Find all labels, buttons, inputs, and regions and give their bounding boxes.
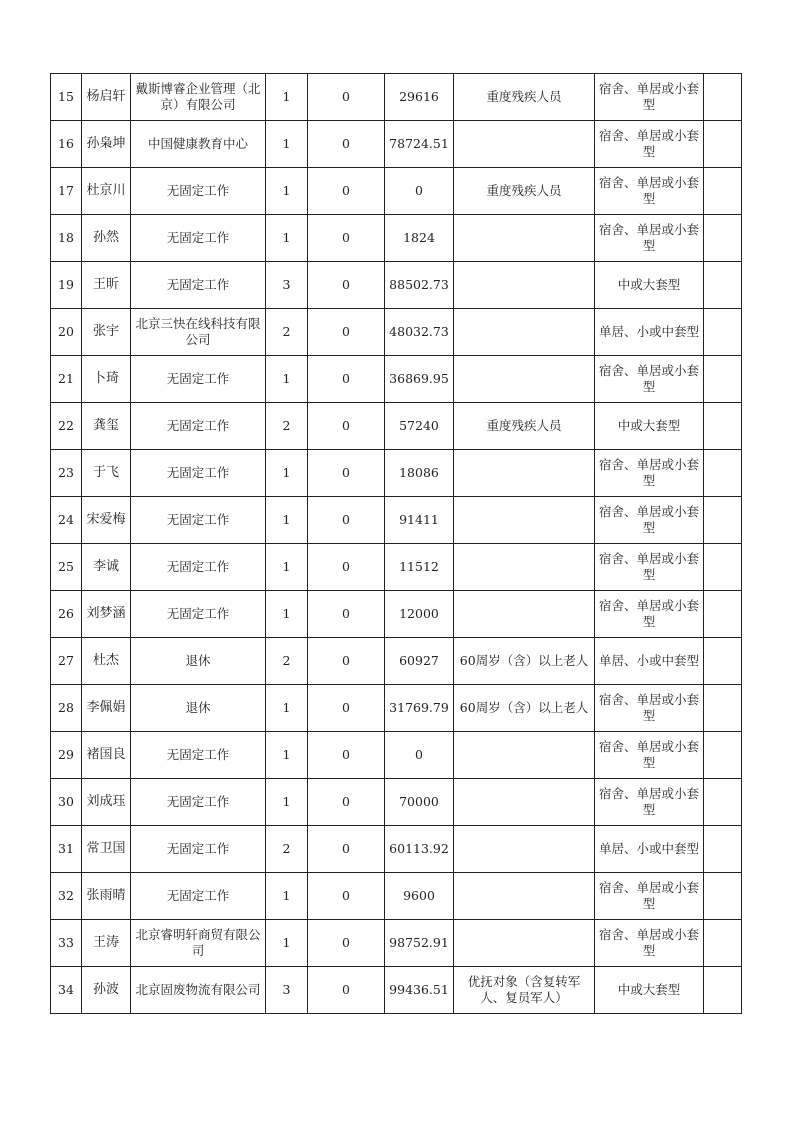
extra-cell-cell <box>704 544 742 591</box>
income-cell: 0 <box>385 168 454 215</box>
housing-type-cell: 宿舍、单居或小套型 <box>595 168 704 215</box>
housing-type-cell: 宿舍、单居或小套型 <box>595 685 704 732</box>
household-members-cell: 1 <box>266 497 308 544</box>
row-number-cell: 26 <box>51 591 82 638</box>
extra-cell-cell <box>704 685 742 732</box>
household-members-cell: 2 <box>266 638 308 685</box>
row-number-cell: 27 <box>51 638 82 685</box>
table-body <box>51 74 742 1014</box>
applicant-name-cell: 龚玺 <box>82 403 131 450</box>
category-cell: 重度残疾人员 <box>454 168 595 215</box>
value-cell-cell: 0 <box>308 544 385 591</box>
income-cell: 48032.73 <box>385 309 454 356</box>
household-members-cell: 1 <box>266 121 308 168</box>
applicant-name-cell: 李诚 <box>82 544 131 591</box>
household-members-cell: 3 <box>266 967 308 1014</box>
housing-type-cell: 宿舍、单居或小套型 <box>595 920 704 967</box>
category-cell <box>454 309 595 356</box>
value-cell-cell: 0 <box>308 732 385 779</box>
household-members-cell: 1 <box>266 168 308 215</box>
household-members-cell: 1 <box>266 920 308 967</box>
category-cell: 60周岁（含）以上老人 <box>454 685 595 732</box>
value-cell-cell: 0 <box>308 685 385 732</box>
employer-cell: 无固定工作 <box>131 873 266 920</box>
value-cell-cell: 0 <box>308 309 385 356</box>
value-cell-cell: 0 <box>308 497 385 544</box>
income-cell: 31769.79 <box>385 685 454 732</box>
category-cell <box>454 779 595 826</box>
applicant-table <box>50 73 742 1014</box>
category-cell <box>454 497 595 544</box>
table-row <box>51 168 742 215</box>
housing-type-cell: 中或大套型 <box>595 262 704 309</box>
value-cell-cell: 0 <box>308 638 385 685</box>
employer-cell: 无固定工作 <box>131 356 266 403</box>
applicant-name-cell: 杨启轩 <box>82 74 131 121</box>
income-cell: 1824 <box>385 215 454 262</box>
applicant-name-cell: 李佩娟 <box>82 685 131 732</box>
employer-cell: 无固定工作 <box>131 262 266 309</box>
income-cell: 98752.91 <box>385 920 454 967</box>
housing-type-cell: 宿舍、单居或小套型 <box>595 544 704 591</box>
table-row <box>51 732 742 779</box>
table-row <box>51 591 742 638</box>
income-cell: 0 <box>385 732 454 779</box>
employer-cell: 无固定工作 <box>131 826 266 873</box>
applicant-name-cell: 王昕 <box>82 262 131 309</box>
income-cell: 60927 <box>385 638 454 685</box>
extra-cell-cell <box>704 215 742 262</box>
employer-cell: 北京固废物流有限公司 <box>131 967 266 1014</box>
extra-cell-cell <box>704 920 742 967</box>
housing-type-cell: 宿舍、单居或小套型 <box>595 497 704 544</box>
table-row <box>51 685 742 732</box>
category-cell <box>454 732 595 779</box>
income-cell: 78724.51 <box>385 121 454 168</box>
category-cell <box>454 920 595 967</box>
category-cell <box>454 873 595 920</box>
row-number-cell: 32 <box>51 873 82 920</box>
applicant-name-cell: 杜杰 <box>82 638 131 685</box>
employer-cell: 无固定工作 <box>131 497 266 544</box>
housing-type-cell: 宿舍、单居或小套型 <box>595 356 704 403</box>
table-row <box>51 74 742 121</box>
employer-cell: 无固定工作 <box>131 215 266 262</box>
category-cell <box>454 450 595 497</box>
row-number-cell: 28 <box>51 685 82 732</box>
housing-type-cell: 宿舍、单居或小套型 <box>595 215 704 262</box>
value-cell-cell: 0 <box>308 74 385 121</box>
applicant-name-cell: 杜京川 <box>82 168 131 215</box>
housing-type-cell: 宿舍、单居或小套型 <box>595 873 704 920</box>
extra-cell-cell <box>704 732 742 779</box>
row-number-cell: 16 <box>51 121 82 168</box>
household-members-cell: 2 <box>266 309 308 356</box>
value-cell-cell: 0 <box>308 215 385 262</box>
value-cell-cell: 0 <box>308 779 385 826</box>
table-row <box>51 215 742 262</box>
category-cell <box>454 544 595 591</box>
table-row <box>51 967 742 1014</box>
value-cell-cell: 0 <box>308 356 385 403</box>
category-cell: 优抚对象（含复转军人、复员军人） <box>454 967 595 1014</box>
category-cell <box>454 262 595 309</box>
housing-type-cell: 宿舍、单居或小套型 <box>595 74 704 121</box>
applicant-name-cell: 张雨晴 <box>82 873 131 920</box>
household-members-cell: 2 <box>266 403 308 450</box>
applicant-name-cell: 孙枭坤 <box>82 121 131 168</box>
row-number-cell: 15 <box>51 74 82 121</box>
applicant-name-cell: 刘成珏 <box>82 779 131 826</box>
row-number-cell: 19 <box>51 262 82 309</box>
household-members-cell: 2 <box>266 826 308 873</box>
household-members-cell: 3 <box>266 262 308 309</box>
employer-cell: 无固定工作 <box>131 403 266 450</box>
applicant-name-cell: 孙然 <box>82 215 131 262</box>
row-number-cell: 20 <box>51 309 82 356</box>
category-cell <box>454 215 595 262</box>
employer-cell: 无固定工作 <box>131 591 266 638</box>
employer-cell: 无固定工作 <box>131 544 266 591</box>
row-number-cell: 33 <box>51 920 82 967</box>
household-members-cell: 1 <box>266 74 308 121</box>
income-cell: 99436.51 <box>385 967 454 1014</box>
employer-cell: 无固定工作 <box>131 732 266 779</box>
extra-cell-cell <box>704 450 742 497</box>
household-members-cell: 1 <box>266 215 308 262</box>
household-members-cell: 1 <box>266 591 308 638</box>
income-cell: 36869.95 <box>385 356 454 403</box>
applicant-name-cell: 卜琦 <box>82 356 131 403</box>
row-number-cell: 31 <box>51 826 82 873</box>
category-cell <box>454 591 595 638</box>
value-cell-cell: 0 <box>308 826 385 873</box>
income-cell: 11512 <box>385 544 454 591</box>
extra-cell-cell <box>704 638 742 685</box>
income-cell: 60113.92 <box>385 826 454 873</box>
category-cell: 60周岁（含）以上老人 <box>454 638 595 685</box>
category-cell: 重度残疾人员 <box>454 74 595 121</box>
employer-cell: 无固定工作 <box>131 779 266 826</box>
value-cell-cell: 0 <box>308 168 385 215</box>
value-cell-cell: 0 <box>308 262 385 309</box>
value-cell-cell: 0 <box>308 873 385 920</box>
extra-cell-cell <box>704 356 742 403</box>
table-row <box>51 356 742 403</box>
income-cell: 18086 <box>385 450 454 497</box>
employer-cell: 无固定工作 <box>131 450 266 497</box>
extra-cell-cell <box>704 967 742 1014</box>
employer-cell: 戴斯博睿企业管理（北京）有限公司 <box>131 74 266 121</box>
row-number-cell: 23 <box>51 450 82 497</box>
row-number-cell: 21 <box>51 356 82 403</box>
row-number-cell: 25 <box>51 544 82 591</box>
income-cell: 12000 <box>385 591 454 638</box>
household-members-cell: 1 <box>266 450 308 497</box>
extra-cell-cell <box>704 591 742 638</box>
extra-cell-cell <box>704 873 742 920</box>
household-members-cell: 1 <box>266 356 308 403</box>
housing-type-cell: 宿舍、单居或小套型 <box>595 450 704 497</box>
housing-type-cell: 中或大套型 <box>595 967 704 1014</box>
extra-cell-cell <box>704 779 742 826</box>
applicant-name-cell: 于飞 <box>82 450 131 497</box>
income-cell: 70000 <box>385 779 454 826</box>
applicant-name-cell: 刘梦涵 <box>82 591 131 638</box>
income-cell: 91411 <box>385 497 454 544</box>
table-row <box>51 121 742 168</box>
income-cell: 57240 <box>385 403 454 450</box>
extra-cell-cell <box>704 262 742 309</box>
extra-cell-cell <box>704 309 742 356</box>
income-cell: 29616 <box>385 74 454 121</box>
table-row <box>51 544 742 591</box>
employer-cell: 退休 <box>131 685 266 732</box>
row-number-cell: 17 <box>51 168 82 215</box>
applicant-name-cell: 孙波 <box>82 967 131 1014</box>
housing-type-cell: 单居、小或中套型 <box>595 826 704 873</box>
income-cell: 9600 <box>385 873 454 920</box>
employer-cell: 退休 <box>131 638 266 685</box>
row-number-cell: 24 <box>51 497 82 544</box>
table-row <box>51 779 742 826</box>
category-cell <box>454 826 595 873</box>
row-number-cell: 18 <box>51 215 82 262</box>
household-members-cell: 1 <box>266 779 308 826</box>
table-row <box>51 497 742 544</box>
table-row <box>51 309 742 356</box>
applicant-name-cell: 常卫国 <box>82 826 131 873</box>
table-row <box>51 450 742 497</box>
extra-cell-cell <box>704 121 742 168</box>
employer-cell: 北京三快在线科技有限公司 <box>131 309 266 356</box>
category-cell: 重度残疾人员 <box>454 403 595 450</box>
value-cell-cell: 0 <box>308 450 385 497</box>
category-cell <box>454 356 595 403</box>
extra-cell-cell <box>704 74 742 121</box>
employer-cell: 无固定工作 <box>131 168 266 215</box>
table-row <box>51 920 742 967</box>
employer-cell: 北京睿明轩商贸有限公司 <box>131 920 266 967</box>
table-row <box>51 403 742 450</box>
category-cell <box>454 121 595 168</box>
value-cell-cell: 0 <box>308 920 385 967</box>
housing-type-cell: 单居、小或中套型 <box>595 309 704 356</box>
housing-type-cell: 宿舍、单居或小套型 <box>595 779 704 826</box>
applicant-name-cell: 王涛 <box>82 920 131 967</box>
applicant-name-cell: 张宇 <box>82 309 131 356</box>
housing-type-cell: 单居、小或中套型 <box>595 638 704 685</box>
table-row <box>51 262 742 309</box>
applicant-name-cell: 宋爱梅 <box>82 497 131 544</box>
extra-cell-cell <box>704 168 742 215</box>
housing-type-cell: 宿舍、单居或小套型 <box>595 732 704 779</box>
income-cell: 88502.73 <box>385 262 454 309</box>
table-row <box>51 826 742 873</box>
household-members-cell: 1 <box>266 685 308 732</box>
row-number-cell: 30 <box>51 779 82 826</box>
row-number-cell: 34 <box>51 967 82 1014</box>
row-number-cell: 22 <box>51 403 82 450</box>
value-cell-cell: 0 <box>308 967 385 1014</box>
value-cell-cell: 0 <box>308 403 385 450</box>
table-row <box>51 638 742 685</box>
value-cell-cell: 0 <box>308 591 385 638</box>
extra-cell-cell <box>704 403 742 450</box>
extra-cell-cell <box>704 497 742 544</box>
row-number-cell: 29 <box>51 732 82 779</box>
household-members-cell: 1 <box>266 732 308 779</box>
value-cell-cell: 0 <box>308 121 385 168</box>
housing-type-cell: 中或大套型 <box>595 403 704 450</box>
employer-cell: 中国健康教育中心 <box>131 121 266 168</box>
housing-type-cell: 宿舍、单居或小套型 <box>595 591 704 638</box>
housing-type-cell: 宿舍、单居或小套型 <box>595 121 704 168</box>
table-row <box>51 873 742 920</box>
applicant-name-cell: 褚国良 <box>82 732 131 779</box>
extra-cell-cell <box>704 826 742 873</box>
household-members-cell: 1 <box>266 544 308 591</box>
household-members-cell: 1 <box>266 873 308 920</box>
